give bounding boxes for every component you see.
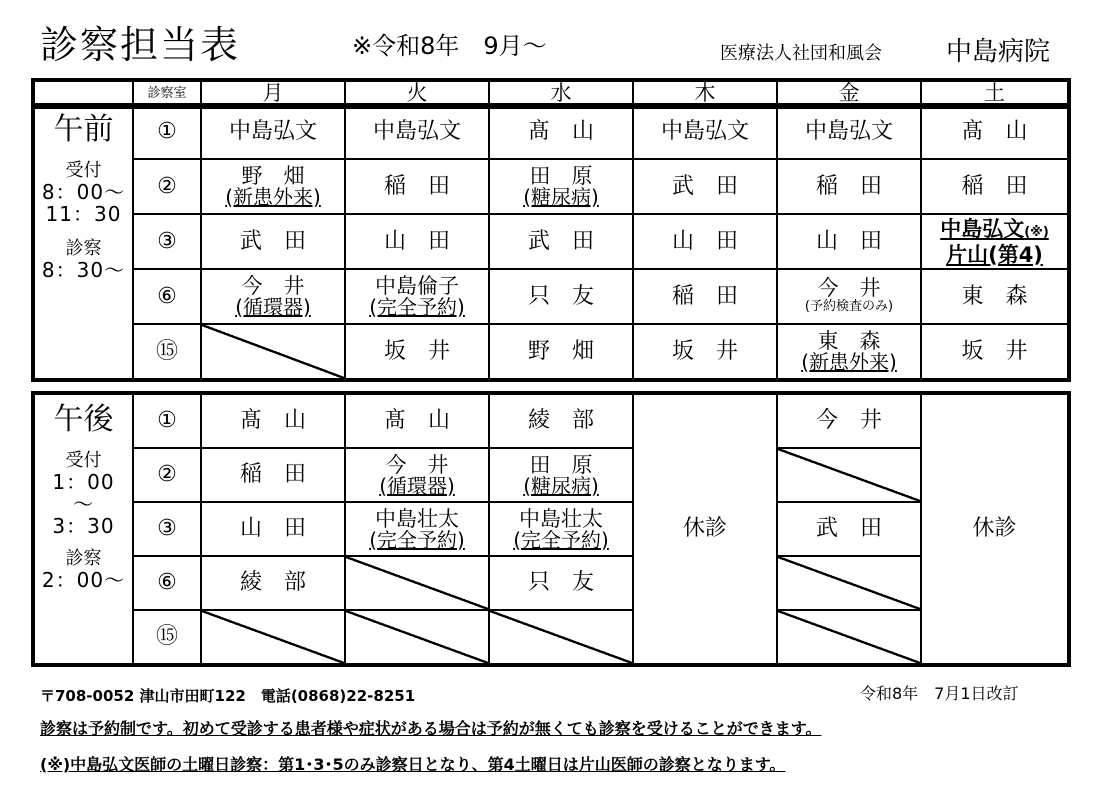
morning-reception-label: 受付 xyxy=(65,160,102,181)
doctor-cell: 髙 山 xyxy=(201,393,345,448)
doctor-cell xyxy=(201,269,345,324)
doctor-cell: 野 畑 xyxy=(489,324,633,380)
doctor-cell: 坂 井 xyxy=(921,324,1069,380)
doctor-name: 東 森 xyxy=(817,329,881,353)
appointment-note: 診察は予約制です。初めて受診する患者様や症状がある場合は予約が無くても診察を受けることができます。 xyxy=(40,719,822,738)
morning-reception xyxy=(35,161,132,281)
room-number: ① xyxy=(133,104,201,159)
hospital-address: 〒708-0052 津山市田町122 電話(0868)22-8251 xyxy=(40,687,416,705)
empty-slot-cell xyxy=(777,610,921,665)
morning-exam-time: 8：30～ xyxy=(41,258,126,282)
doctor-cell xyxy=(777,269,921,324)
doctor-cell: 髙 山 xyxy=(921,104,1069,159)
doctor-cell: 中島弘文 xyxy=(777,104,921,159)
doctor-cell: 髙 山 xyxy=(345,393,489,448)
day-header-thu: 木 xyxy=(633,80,777,107)
afternoon-label-cell xyxy=(33,393,133,665)
specialty-note: (完全予約) xyxy=(369,527,465,552)
specialty-note: (循環器) xyxy=(379,473,455,498)
doctor-cell: 坂 井 xyxy=(345,324,489,380)
empty-slot-cell xyxy=(777,556,921,610)
morning-label-cell xyxy=(33,104,133,380)
specialty-note: (完全予約) xyxy=(369,295,465,319)
doctor-cell xyxy=(489,448,633,502)
morning-schedule xyxy=(31,103,1071,382)
specialty-note: (完全予約) xyxy=(513,527,609,552)
doctor-cell: 稲 田 xyxy=(345,159,489,214)
doctor-cell: 稲 田 xyxy=(201,448,345,502)
day-header-sat: 土 xyxy=(921,80,1069,107)
afternoon-reception xyxy=(35,451,132,591)
afternoon-reception-time-1: 1：00 xyxy=(52,470,115,494)
afternoon-exam-label: 診察 xyxy=(65,548,102,569)
page-title: 診察担当表 xyxy=(40,23,241,67)
doctor-cell: 山 田 xyxy=(345,214,489,269)
doctor-name: 田 原 xyxy=(529,452,593,477)
doctor-name: 中島壮太 xyxy=(519,506,603,531)
doctor-cell: 中島弘文 xyxy=(201,104,345,159)
day-header-wed: 水 xyxy=(489,80,633,107)
day-header-tue: 火 xyxy=(345,80,489,107)
doctor-name: 中島弘文 xyxy=(940,216,1025,241)
room-number: ③ xyxy=(133,214,201,269)
morning-label: 午前 xyxy=(53,112,114,147)
hospital-name: 中島病院 xyxy=(946,37,1051,67)
doctor-cell xyxy=(345,269,489,324)
doctor-cell xyxy=(345,448,489,502)
doctor-cell: 武 田 xyxy=(201,214,345,269)
doctor-cell: 山 田 xyxy=(633,214,777,269)
revision-date: 令和8年 7月1日改訂 xyxy=(860,684,1019,703)
morning-exam-label: 診察 xyxy=(65,238,102,259)
effective-period: ※令和8年 9月～ xyxy=(352,32,547,60)
room-number: ⑮ xyxy=(133,610,201,665)
doctor-cell xyxy=(777,324,921,380)
footnote-mark: (※) xyxy=(1024,224,1049,240)
doctor-cell: 山 田 xyxy=(201,502,345,556)
day-header-mon: 月 xyxy=(201,80,345,107)
doctor-cell xyxy=(489,502,633,556)
afternoon-label: 午後 xyxy=(53,402,114,437)
specialty-note: (糖尿病) xyxy=(523,185,599,209)
doctor-cell: 稲 田 xyxy=(777,159,921,214)
doctor-cell: 綾 部 xyxy=(489,393,633,448)
doctor-cell: 東 森 xyxy=(921,269,1069,324)
afternoon-schedule xyxy=(31,391,1071,667)
saturday-closed-cell: 休診 xyxy=(921,393,1069,665)
doctor-name: 野 畑 xyxy=(241,164,305,188)
doctor-cell: 綾 部 xyxy=(201,556,345,610)
morning-reception-time-2: 11：30 xyxy=(45,202,122,226)
doctor-cell: 武 田 xyxy=(489,214,633,269)
doctor-cell: 稲 田 xyxy=(633,269,777,324)
doctor-cell: 山 田 xyxy=(777,214,921,269)
specialty-note: (新患外来) xyxy=(225,185,321,209)
doctor-cell xyxy=(489,159,633,214)
afternoon-reception-label: 受付 xyxy=(65,450,102,471)
doctor-cell: 中島弘文 xyxy=(633,104,777,159)
doctor-name: 中島倫子 xyxy=(375,274,459,298)
afternoon-reception-tilde: ～ xyxy=(73,492,94,516)
doctor-name: 今 井 xyxy=(817,276,881,300)
doctor-cell: 稲 田 xyxy=(921,159,1069,214)
room-number: ① xyxy=(133,393,201,448)
doctor-cell: 髙 山 xyxy=(489,104,633,159)
room-number: ⑥ xyxy=(133,556,201,610)
organization-name: 医療法人社団和風会 xyxy=(720,43,882,64)
doctor-cell: 武 田 xyxy=(633,159,777,214)
doctor-name: 中島壮太 xyxy=(375,506,459,531)
doctor-cell: 坂 井 xyxy=(633,324,777,380)
thursday-closed-cell: 休診 xyxy=(633,393,777,665)
empty-slot-cell xyxy=(345,556,489,610)
empty-slot-cell xyxy=(201,610,345,665)
morning-reception-time-1: 8：00～ xyxy=(41,180,126,204)
specialty-note: (糖尿病) xyxy=(523,473,599,498)
room-number: ⑥ xyxy=(133,269,201,324)
empty-slot-cell xyxy=(345,610,489,665)
doctor-cell: 今 井 xyxy=(777,393,921,448)
doctor-cell: 武 田 xyxy=(777,502,921,556)
room-number: ② xyxy=(133,448,201,502)
doctor-cell: 只 友 xyxy=(489,269,633,324)
empty-slot-cell xyxy=(201,324,345,380)
specialty-note: (予約検査のみ) xyxy=(804,299,894,314)
afternoon-exam-time: 2：00～ xyxy=(41,568,126,592)
room-number: ⑮ xyxy=(133,324,201,380)
doctor-cell xyxy=(201,159,345,214)
afternoon-reception-time-2: 3：30 xyxy=(52,514,115,538)
doctor-name: 今 井 xyxy=(385,452,449,477)
specialty-note: (循環器) xyxy=(235,295,311,319)
day-header-fri: 金 xyxy=(777,80,921,107)
doctor-cell: 中島弘文 xyxy=(345,104,489,159)
room-number: ③ xyxy=(133,502,201,556)
saturday-footnote: (※)中島弘文医師の土曜日診察：第1･3･5のみ診察日となり、第4土曜日は片山医師の診察となります。 xyxy=(40,755,786,774)
empty-slot-cell xyxy=(489,610,633,665)
specialty-note: (新患外来) xyxy=(801,350,897,374)
empty-slot-cell xyxy=(777,448,921,502)
fourth-saturday-doctor: 片山(第4) xyxy=(946,242,1043,267)
room-number: ② xyxy=(133,159,201,214)
room-header: 診察室 xyxy=(133,80,201,107)
doctor-cell: 只 友 xyxy=(489,556,633,610)
doctor-cell xyxy=(345,502,489,556)
doctor-cell xyxy=(921,214,1069,269)
doctor-name: 今 井 xyxy=(241,274,305,298)
saturday-doctor xyxy=(922,218,1067,244)
doctor-name: 田 原 xyxy=(529,164,593,188)
